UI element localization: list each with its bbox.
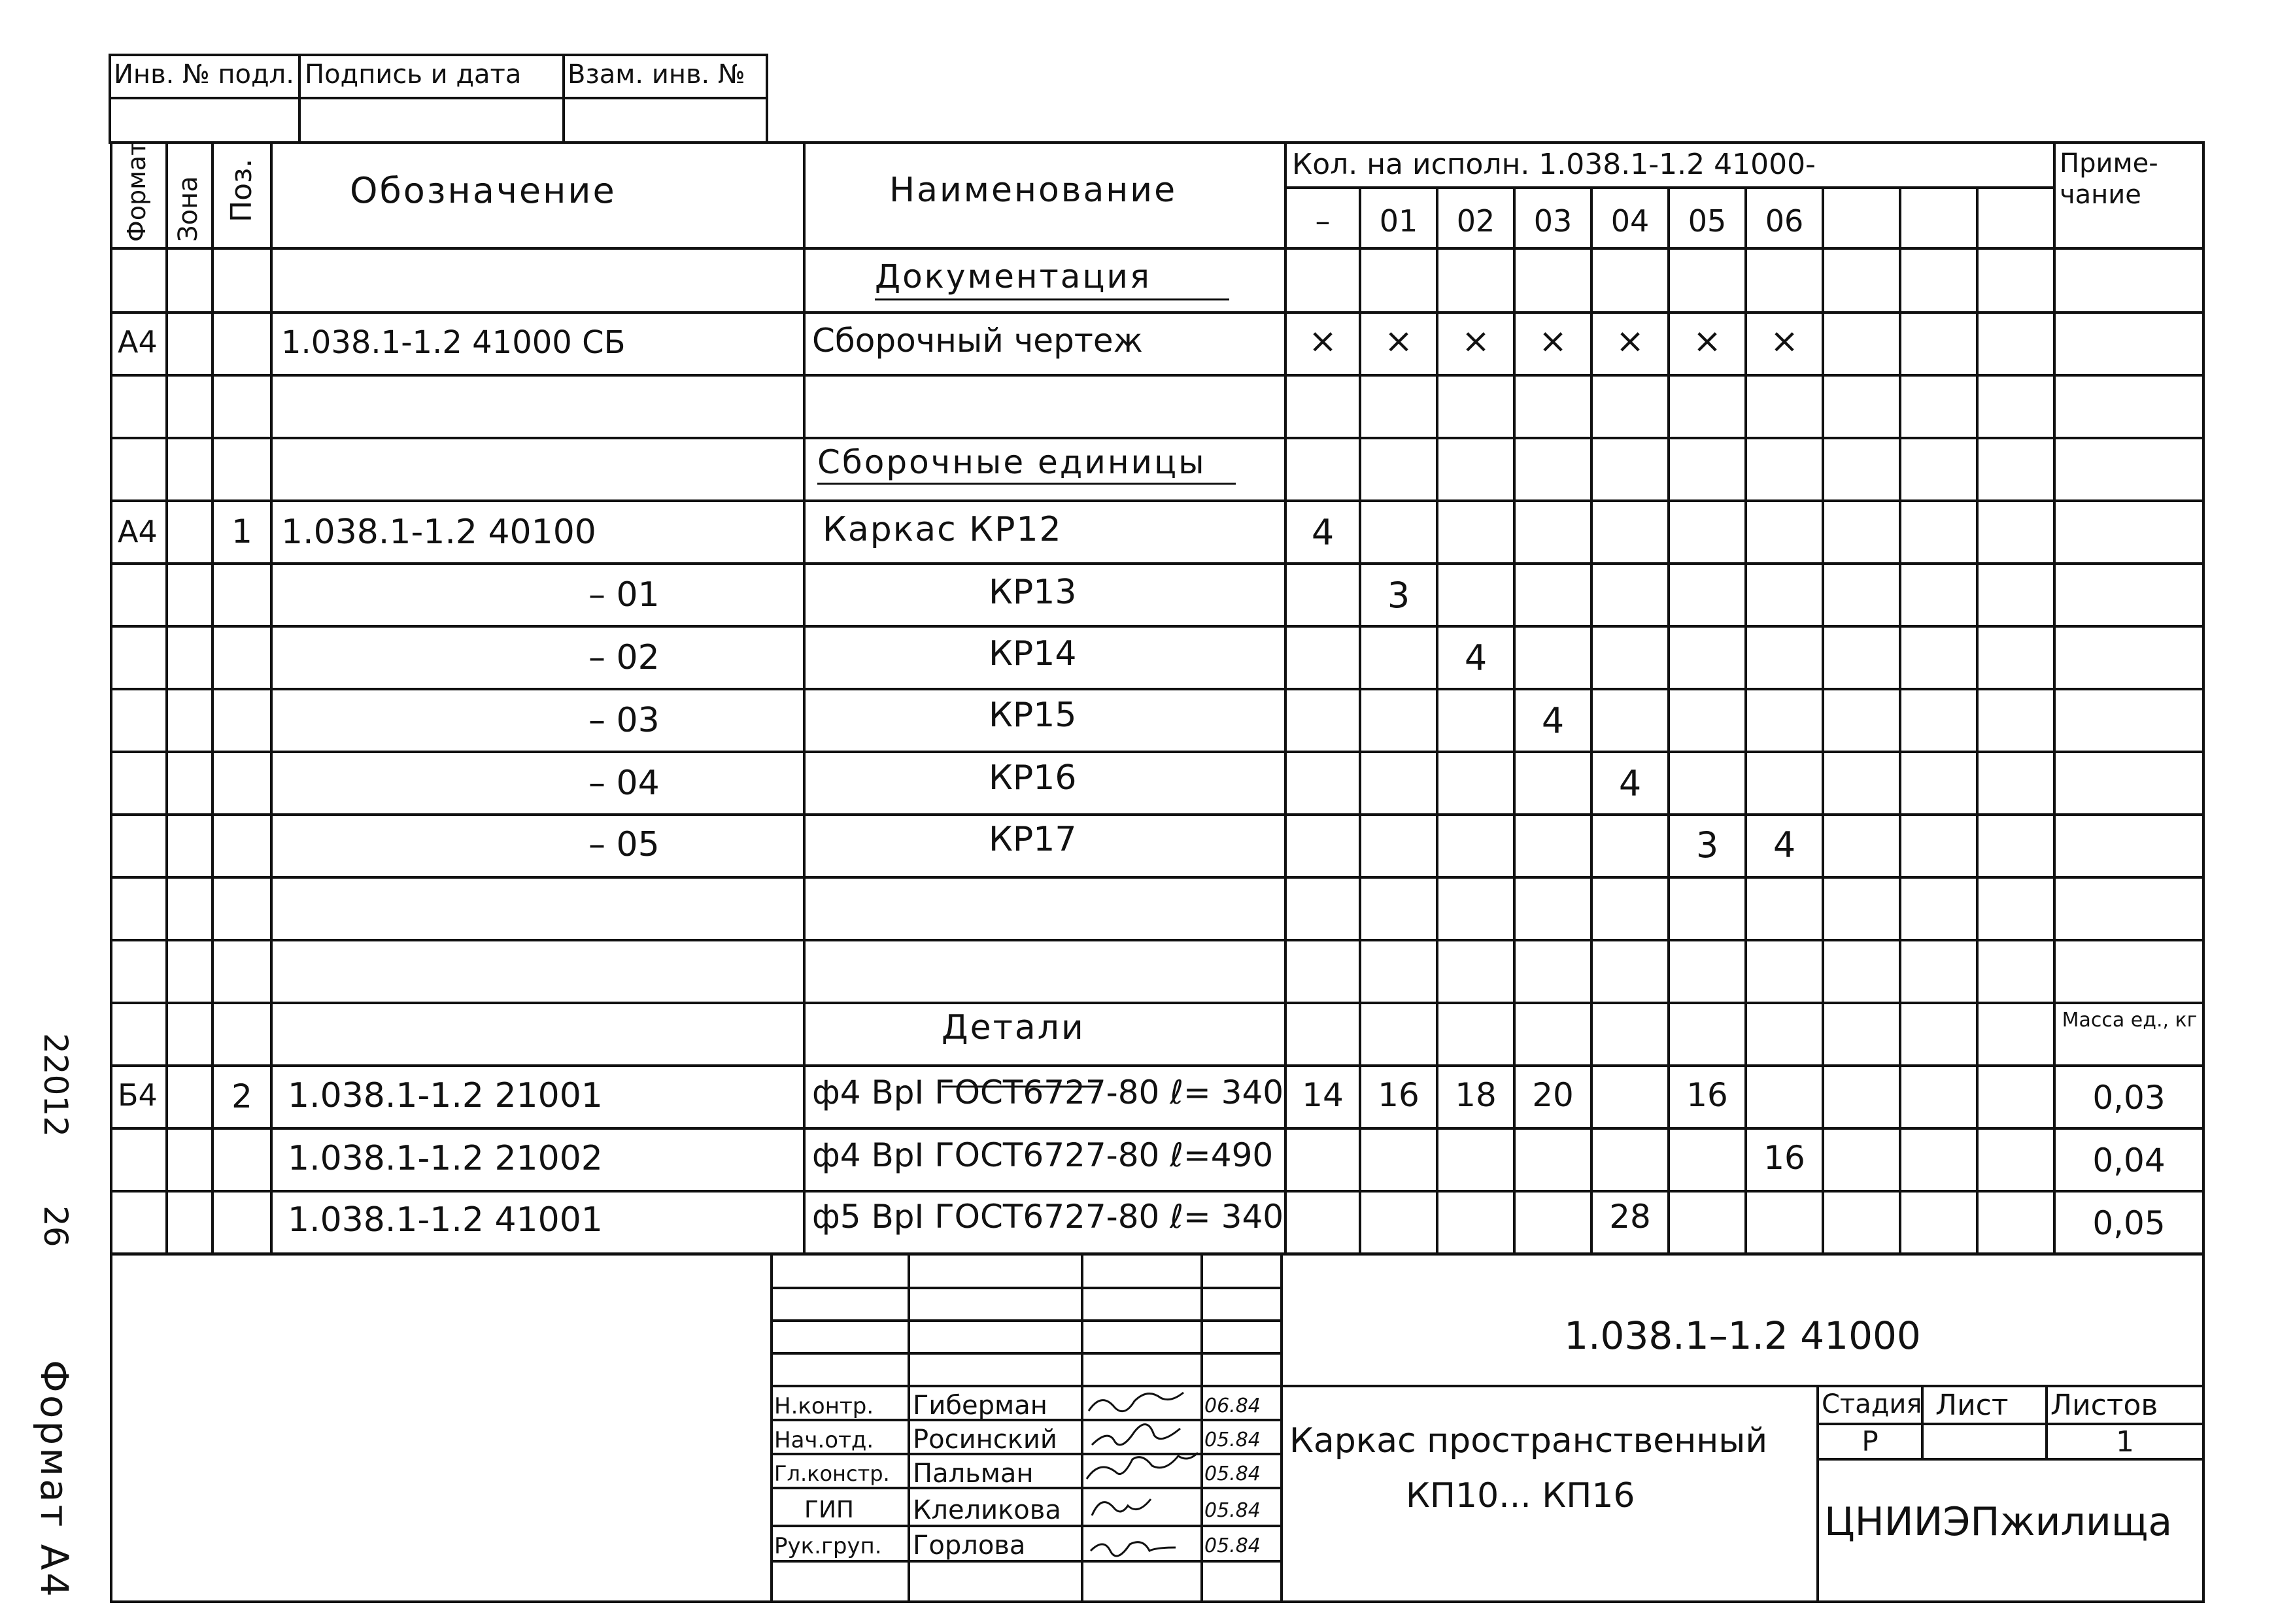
sig-role-4: Рук.груп.	[774, 1533, 882, 1559]
header-format: Формат	[122, 141, 151, 242]
header-pos: Поз.	[225, 158, 258, 222]
section-assembly-units: Сборочные единицы	[817, 443, 1206, 481]
exec-col-5: 05	[1688, 203, 1727, 239]
header-zone: Зона	[173, 176, 203, 242]
stage-value: Р	[1862, 1425, 1878, 1457]
vzam-inv-label: Взам. инв. №	[568, 59, 745, 90]
section-documentation: Документация	[875, 258, 1151, 296]
signatures	[1087, 1393, 1198, 1556]
title-line2: КП10... КП16	[1406, 1476, 1635, 1515]
exec-col-4: 04	[1610, 203, 1650, 239]
doc-mark-1: ×	[1384, 322, 1413, 361]
d1-q3: 20	[1532, 1076, 1574, 1114]
sig-name-1: Росинский	[913, 1425, 1057, 1455]
sheet-label: Лист	[1935, 1389, 2009, 1422]
sig-role-1: Нач.отд.	[774, 1427, 874, 1453]
kp16-qty: 4	[1618, 763, 1642, 804]
title-line1: Каркас пространственный	[1289, 1421, 1768, 1461]
d1-mass: 0,03	[2092, 1079, 2166, 1117]
exec-col-0: –	[1315, 203, 1331, 239]
margin-format: Формат А4	[32, 1360, 76, 1600]
sig-role-3: ГИП	[804, 1497, 854, 1523]
kp12-qty: 4	[1311, 512, 1334, 553]
kp15-name: КР15	[989, 696, 1077, 735]
kp14-name: КР14	[989, 634, 1077, 673]
sig-role-0: Н.контр.	[774, 1393, 874, 1419]
kp13-name: КР13	[989, 573, 1077, 612]
exec-col-3: 03	[1533, 203, 1572, 239]
d3-name: ф5 ВрI ГОСТ6727-80 ℓ= 340	[812, 1198, 1284, 1236]
sheets-label: Листов	[2050, 1389, 2158, 1422]
kp17-qty-06: 4	[1773, 824, 1796, 866]
header-note: Приме- чание	[2060, 148, 2158, 210]
d2-designation: 1.038.1-1.2 21002	[288, 1139, 603, 1178]
doc-format: А4	[118, 324, 158, 360]
doc-mark-4: ×	[1616, 322, 1644, 361]
d1-format: Б4	[118, 1077, 158, 1113]
header-qty-exec: Кол. на исполн. 1.038.1-1.2 41000-	[1292, 148, 1816, 181]
d1-q2: 18	[1455, 1076, 1497, 1114]
kp13-qty: 3	[1387, 575, 1410, 616]
kp17-name: КР17	[989, 820, 1077, 859]
sig-date-4: 05.84	[1204, 1534, 1261, 1557]
kp16-designation: – 04	[588, 764, 660, 803]
kp15-designation: – 03	[588, 701, 660, 740]
sig-date-1: 05.84	[1204, 1429, 1261, 1451]
inv-podl-label: Инв. № подл.	[114, 59, 294, 90]
d1-pos: 2	[231, 1077, 252, 1115]
header-designation: Обозначение	[350, 170, 617, 211]
kp12-designation: 1.038.1-1.2 40100	[281, 513, 596, 552]
sig-name-3: Клеликова	[913, 1495, 1061, 1525]
mass-header: Масса ед., кг	[2062, 1009, 2198, 1032]
margin-code-1: 22012	[37, 1033, 75, 1138]
d2-mass: 0,04	[2092, 1142, 2166, 1179]
doc-mark-0: ×	[1308, 322, 1337, 361]
d1-name: ф4 ВрI ГОСТ6727-80 ℓ= 340	[812, 1074, 1284, 1111]
doc-designation: 1.038.1-1.2 41000 СБ	[281, 324, 626, 361]
kp15-qty: 4	[1541, 700, 1565, 741]
sig-name-0: Гиберман	[913, 1391, 1047, 1421]
kp17-designation: – 05	[588, 825, 660, 864]
kp14-qty: 4	[1464, 637, 1488, 679]
sig-date-3: 05.84	[1204, 1499, 1261, 1522]
section-details: Детали	[942, 1008, 1085, 1047]
org-name: ЦНИИЭПжилища	[1824, 1499, 2173, 1545]
doc-mark-3: ×	[1538, 322, 1567, 361]
doc-mark-5: ×	[1693, 322, 1722, 361]
signature-date-label: Подпись и дата	[305, 59, 522, 90]
d3-q4: 28	[1609, 1198, 1651, 1236]
d1-q1: 16	[1378, 1076, 1420, 1114]
header-name: Наименование	[889, 171, 1178, 210]
doc-mark-6: ×	[1770, 322, 1799, 361]
kp12-format: А4	[118, 514, 158, 549]
kp12-pos: 1	[231, 513, 252, 550]
d3-designation: 1.038.1-1.2 41001	[288, 1200, 603, 1240]
sig-name-4: Горлова	[913, 1531, 1026, 1561]
sig-role-2: Гл.констр.	[774, 1461, 890, 1486]
doc-number: 1.038.1–1.2 41000	[1564, 1313, 1921, 1358]
kp14-designation: – 02	[588, 638, 660, 677]
exec-col-1: 01	[1379, 203, 1418, 239]
d1-designation: 1.038.1-1.2 21001	[288, 1076, 603, 1115]
sig-date-0: 06.84	[1204, 1395, 1261, 1417]
kp13-designation: – 01	[588, 575, 660, 615]
sig-date-2: 05.84	[1204, 1463, 1261, 1485]
sheets-value: 1	[2116, 1425, 2134, 1459]
sig-name-2: Пальман	[913, 1459, 1034, 1489]
kp12-name: Каркас КР12	[823, 510, 1062, 549]
exec-col-2: 02	[1456, 203, 1495, 239]
d2-q6: 16	[1763, 1139, 1805, 1177]
stage-label: Стадия	[1822, 1389, 1922, 1419]
d2-name: ф4 ВрI ГОСТ6727-80 ℓ=490	[812, 1136, 1274, 1174]
kp16-name: КР16	[989, 758, 1077, 798]
doc-name: Сборочный чертеж	[812, 322, 1143, 360]
d3-mass: 0,05	[2092, 1204, 2166, 1242]
d1-q5: 16	[1686, 1076, 1728, 1114]
margin-code-2: 26	[37, 1206, 75, 1247]
kp17-qty-05: 3	[1695, 824, 1719, 866]
doc-mark-2: ×	[1461, 322, 1490, 361]
d1-q0: 14	[1302, 1076, 1344, 1114]
exec-col-6: 06	[1765, 203, 1804, 239]
